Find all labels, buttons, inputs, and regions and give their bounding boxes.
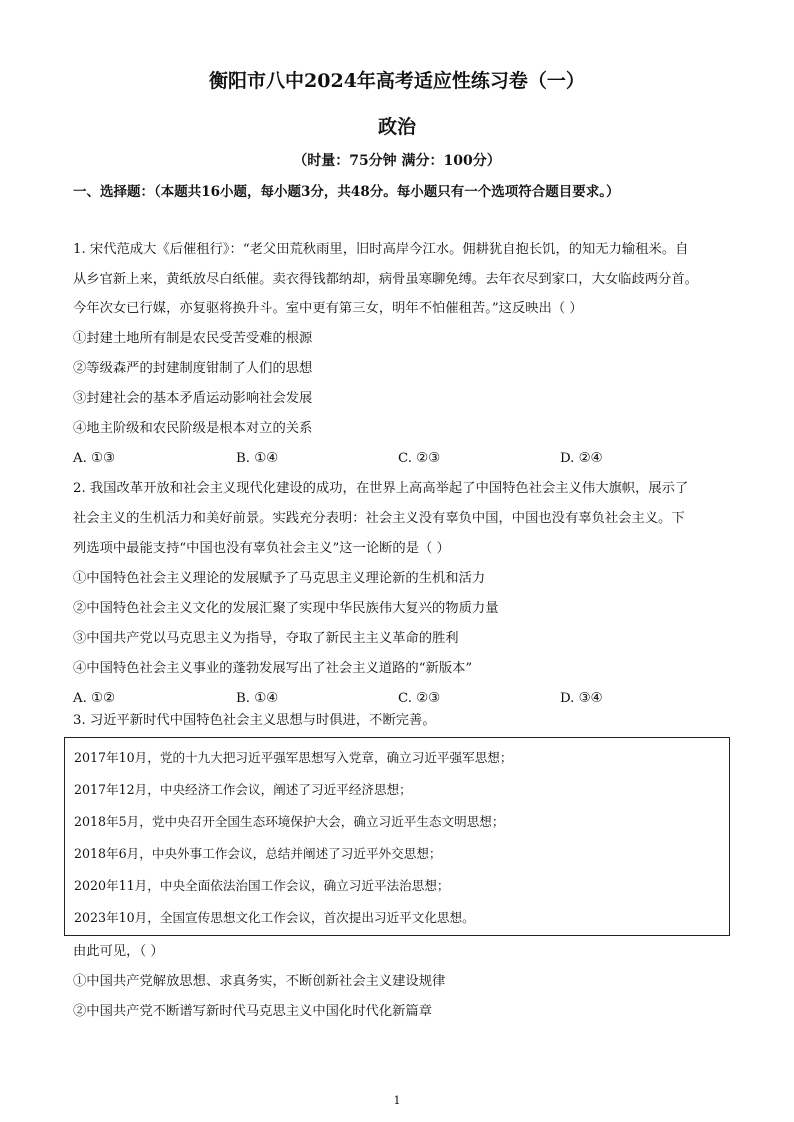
timeline-entry: 2017年12月，中央经济工作会议，阐述了习近平经济思想； <box>74 782 412 797</box>
q3-follow: 由此可见，（ ） <box>73 944 164 959</box>
q1-line: 1. 宋代范成大《后催租行》：“老父田荒秋雨里，旧时高岸今江水。佣耕犹自抱长饥，的知无力输租米。自 <box>73 242 689 257</box>
section-heading: 一、选择题：（本题共16小题，每小题3分，共48分。每小题只有一个选项符合题目要求。） <box>73 184 620 200</box>
q1-option-d: D. ②④ <box>560 451 603 466</box>
q1-statement: ③封建社会的基本矛盾运动影响社会发展 <box>73 391 313 406</box>
q1-statement: ②等级森严的封建制度钳制了人们的思想 <box>73 361 313 376</box>
q1-option-b: B. ①④ <box>236 451 279 466</box>
q1-statement: ④地主阶级和农民阶级是根本对立的关系 <box>73 421 313 436</box>
subject-title: 政治 <box>377 116 416 138</box>
q2-option-d: D. ③④ <box>560 691 603 706</box>
q1-option-a: A. ①③ <box>73 451 115 466</box>
q2-statement: ②中国特色社会主义文化的发展汇聚了实现中华民族伟大复兴的物质力量 <box>73 601 499 616</box>
exam-meta: （时量：75分钟 满分：100分） <box>293 153 501 169</box>
timeline-entry: 2018年6月，中央外事工作会议，总结并阐述了习近平外交思想； <box>74 846 442 861</box>
timeline-entry: 2018年5月，党中央召开全国生态环境保护大会，确立习近平生态文明思想； <box>74 814 505 829</box>
page-number: 1 <box>393 1094 401 1107</box>
q3-statement: ②中国共产党不断谱写新时代马克思主义中国化时代化新篇章 <box>73 1004 433 1019</box>
q1-statement: ①封建土地所有制是农民受苦受难的根源 <box>73 331 313 346</box>
q3-statement: ①中国共产党解放思想、求真务实，不断创新社会主义建设规律 <box>73 974 446 989</box>
q2-option-b: B. ①④ <box>236 691 279 706</box>
timeline-entry: 2020年11月，中央全面依法治国工作会议，确立习近平法治思想； <box>74 878 450 893</box>
q2-statement: ④中国特色社会主义事业的蓬勃发展写出了社会主义道路的“新版本” <box>73 661 473 676</box>
exam-title: 衡阳市八中2024年高考适应性练习卷（一） <box>209 70 585 92</box>
timeline-box <box>64 737 730 936</box>
q1-line: 今年次女已行媒，亦复驱将换升斗。室中更有第三女，明年不怕催租苦。”这反映出（ ） <box>73 301 583 316</box>
q2-line: 2. 我国改革开放和社会主义现代化建设的成功，在世界上高高举起了中国特色社会主义伟大旗帜，展示了 <box>73 481 689 496</box>
q2-statement: ①中国特色社会主义理论的发展赋予了马克思主义理论新的生机和活力 <box>73 571 486 586</box>
timeline-entry: 2017年10月，党的十九大把习近平强军思想写入党章，确立习近平强军思想； <box>74 750 513 765</box>
timeline-entry: 2023年10月，全国宣传思想文化工作会议，首次提出习近平文化思想。 <box>74 910 475 925</box>
q2-statement: ③中国共产党以马克思主义为指导，夺取了新民主主义革命的胜利 <box>73 631 459 646</box>
q2-line: 列选项中最能支持“中国也没有辜负社会主义”这一论断的是（ ） <box>73 541 450 556</box>
q1-option-c: C. ②③ <box>398 451 440 466</box>
q2-option-c: C. ②③ <box>398 691 440 706</box>
q3-intro: 3. 习近平新时代中国特色社会主义思想与时俱进，不断完善。 <box>73 713 436 728</box>
q2-option-a: A. ①② <box>73 691 115 706</box>
q2-line: 社会主义的生机活力和美好前景。实践充分表明：社会主义没有辜负中国，中国也没有辜负社会主义。下 <box>73 511 685 526</box>
q1-line: 从乡官新上来，黄纸放尽白纸催。卖衣得钱都纳却，病骨虽寒聊免缚。去年衣尽到家口，大女临歧两分首。 <box>73 272 698 287</box>
